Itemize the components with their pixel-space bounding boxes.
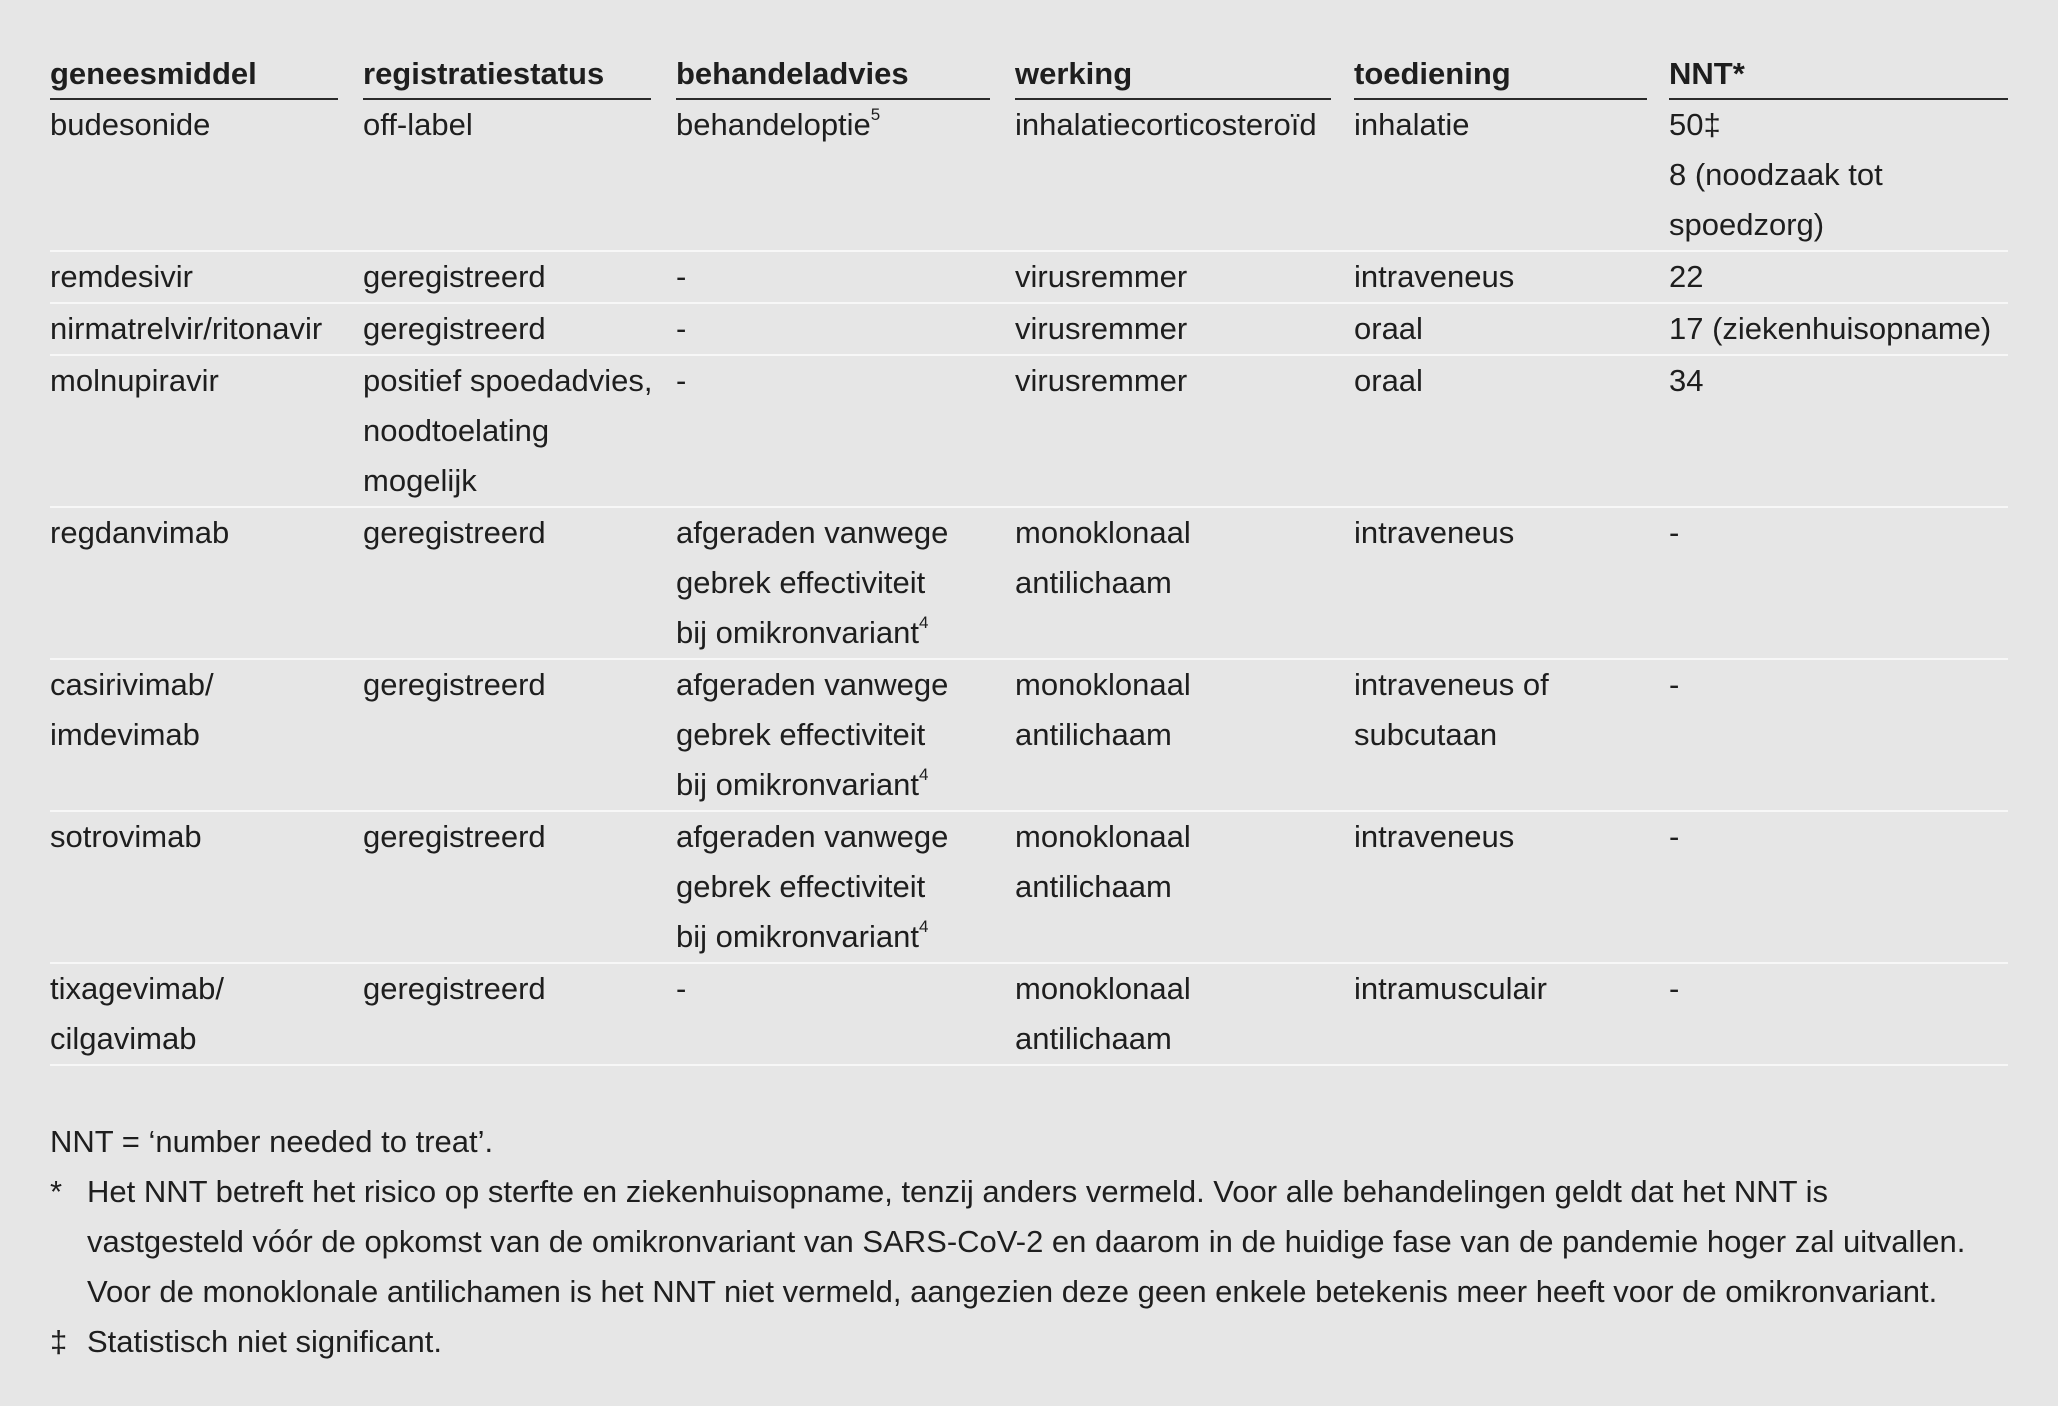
cell-geneesmiddel	[50, 356, 363, 508]
table-row	[50, 812, 2008, 964]
cell-geneesmiddel	[50, 304, 363, 356]
cell-werking	[1015, 812, 1354, 964]
cell-line: antilichaam	[1015, 717, 1172, 752]
cell-toediening	[1354, 252, 1669, 304]
cell-behandeladvies	[676, 304, 1015, 356]
cell-line: geregistreerd	[363, 819, 546, 854]
cell-behandeladvies	[676, 812, 1015, 964]
cell-line: inhalatiecorticosteroïd	[1015, 107, 1317, 142]
cell-line: virusremmer	[1015, 311, 1188, 346]
footnote-mark: *	[50, 1174, 63, 1209]
cell-line	[676, 508, 1015, 558]
cell-line: tixagevimab/	[50, 971, 225, 1006]
cell-registratiestatus	[363, 964, 676, 1066]
cell-registratiestatus	[363, 252, 676, 304]
cell-registratiestatus	[363, 100, 676, 252]
footnote-mark: ‡	[50, 1324, 68, 1359]
footnote-item	[50, 1167, 2008, 1317]
cell-line: oraal	[1354, 311, 1423, 346]
cell-line: oraal	[1354, 363, 1423, 398]
cell-registratiestatus	[363, 508, 676, 660]
cell-werking	[1015, 356, 1354, 508]
cell-toediening	[1354, 964, 1669, 1066]
cell-text: bij omikronvariant	[676, 767, 919, 802]
cell-line: geregistreerd	[363, 259, 546, 294]
cell-line: monoklonaal	[1015, 667, 1191, 702]
cell-text: bij omikronvariant	[676, 919, 919, 954]
cell-line	[676, 862, 1015, 912]
cell-nnt	[1669, 812, 2008, 964]
cell-geneesmiddel	[50, 964, 363, 1066]
footnote-line: Voor de monoklonale antilichamen is het NNT niet vermeld, aangezien deze geen enkele betekenis meer heeft voor de omikronvariant.	[87, 1274, 1938, 1309]
cell-behandeladvies	[676, 252, 1015, 304]
cell-line: sotrovimab	[50, 819, 202, 854]
cell-line: intraveneus	[1354, 515, 1515, 550]
cell-text: gebrek effectiviteit	[676, 717, 926, 752]
table-body	[50, 100, 2008, 1066]
cell-line	[676, 710, 1015, 760]
footnote-line: Het NNT betreft het risico op sterfte en ziekenhuisopname, tenzij anders vermeld. Voor alle behandelingen geldt dat het NNT is	[87, 1174, 1828, 1209]
cell-toediening	[1354, 508, 1669, 660]
cell-geneesmiddel	[50, 252, 363, 304]
footnote-text	[87, 1167, 2008, 1317]
cell-nnt	[1669, 356, 2008, 508]
cell-line	[676, 356, 1015, 406]
cell-text: afgeraden vanwege	[676, 515, 949, 550]
cell-line: subcutaan	[1354, 717, 1498, 752]
table-footnotes	[50, 1117, 2008, 1367]
table-row	[50, 100, 2008, 252]
cell-line: 17 (ziekenhuisopname)	[1669, 311, 1992, 346]
cell-werking	[1015, 252, 1354, 304]
footnote-line: Statistisch niet significant.	[87, 1324, 442, 1359]
column-header-nnt: NNT*	[1669, 50, 2008, 100]
cell-werking	[1015, 660, 1354, 812]
cell-nnt	[1669, 100, 2008, 252]
cell-line: intraveneus	[1354, 259, 1515, 294]
cell-registratiestatus	[363, 304, 676, 356]
column-header-toediening: toediening	[1354, 50, 1669, 100]
footnote-line: vastgesteld vóór de opkomst van de omikronvariant van SARS-CoV-2 en daarom in de huidige fase van de pandemie hoger zal uitvallen.	[87, 1224, 1966, 1259]
table-row	[50, 508, 2008, 660]
cell-text: bij omikronvariant	[676, 615, 919, 650]
cell-line: -	[1669, 515, 1680, 550]
cell-line: antilichaam	[1015, 565, 1172, 600]
reference-superscript: 4	[918, 764, 929, 784]
cell-line: positief spoedadvies,	[363, 363, 653, 398]
cell-text: -	[676, 311, 687, 346]
cell-text: afgeraden vanwege	[676, 819, 949, 854]
cell-line: 34	[1669, 363, 1704, 398]
cell-line: -	[1669, 819, 1680, 854]
column-header-behandeladvies: behandeladvies	[676, 50, 1015, 100]
cell-line	[676, 812, 1015, 862]
cell-geneesmiddel	[50, 660, 363, 812]
table-container	[50, 50, 2008, 1066]
cell-text: -	[676, 363, 687, 398]
cell-line: geregistreerd	[363, 515, 546, 550]
table-row	[50, 964, 2008, 1066]
cell-line: regdanvimab	[50, 515, 230, 550]
cell-line: -	[1669, 667, 1680, 702]
cell-registratiestatus	[363, 812, 676, 964]
cell-line	[676, 760, 1015, 810]
cell-line	[676, 252, 1015, 302]
cell-text: gebrek effectiviteit	[676, 565, 926, 600]
cell-werking	[1015, 304, 1354, 356]
footnote-list	[50, 1167, 2008, 1367]
cell-line	[676, 912, 1015, 962]
footnote-definition	[50, 1117, 2008, 1167]
cell-line: intramusculair	[1354, 971, 1547, 1006]
column-header-geneesmiddel: geneesmiddel	[50, 50, 363, 100]
cell-text: gebrek effectiviteit	[676, 869, 926, 904]
cell-line: inhalatie	[1354, 107, 1470, 142]
cell-line: virusremmer	[1015, 363, 1188, 398]
cell-toediening	[1354, 812, 1669, 964]
cell-line	[676, 964, 1015, 1014]
cell-toediening	[1354, 356, 1669, 508]
cell-text: afgeraden vanwege	[676, 667, 949, 702]
footnote-item	[50, 1317, 2008, 1367]
cell-geneesmiddel	[50, 812, 363, 964]
footnote-text	[87, 1317, 2008, 1367]
cell-behandeladvies	[676, 964, 1015, 1066]
cell-text: -	[676, 259, 687, 294]
cell-behandeladvies	[676, 660, 1015, 812]
cell-line: cilgavimab	[50, 1021, 197, 1056]
cell-line: -	[1669, 971, 1680, 1006]
cell-line	[676, 558, 1015, 608]
cell-werking	[1015, 508, 1354, 660]
cell-line: mogelijk	[363, 463, 477, 498]
cell-line: antilichaam	[1015, 1021, 1172, 1056]
cell-line: off-label	[363, 107, 473, 142]
cell-line: antilichaam	[1015, 869, 1172, 904]
table-row	[50, 304, 2008, 356]
cell-toediening	[1354, 100, 1669, 252]
cell-line: molnupiravir	[50, 363, 219, 398]
table-row	[50, 660, 2008, 812]
cell-line: 22	[1669, 259, 1704, 294]
cell-text: behandeloptie	[676, 107, 871, 142]
cell-line	[676, 304, 1015, 354]
table-row	[50, 252, 2008, 304]
cell-line: monoklonaal	[1015, 819, 1191, 854]
cell-line: casirivimab/	[50, 667, 214, 702]
cell-registratiestatus	[363, 660, 676, 812]
cell-line: intraveneus of	[1354, 667, 1549, 702]
table-row	[50, 356, 2008, 508]
cell-geneesmiddel	[50, 508, 363, 660]
cell-line	[676, 100, 1015, 150]
cell-line: remdesivir	[50, 259, 193, 294]
cell-behandeladvies	[676, 508, 1015, 660]
cell-line: geregistreerd	[363, 667, 546, 702]
reference-superscript: 5	[870, 104, 881, 124]
cell-nnt	[1669, 964, 2008, 1066]
cell-line: budesonide	[50, 107, 211, 142]
cell-line: imdevimab	[50, 717, 200, 752]
cell-line	[676, 660, 1015, 710]
cell-nnt	[1669, 508, 2008, 660]
cell-nnt	[1669, 252, 2008, 304]
column-header-werking: werking	[1015, 50, 1354, 100]
reference-superscript: 4	[918, 612, 929, 632]
cell-behandeladvies	[676, 100, 1015, 252]
cell-werking	[1015, 964, 1354, 1066]
cell-nnt	[1669, 660, 2008, 812]
cell-text: -	[676, 971, 687, 1006]
cell-line: monoklonaal	[1015, 971, 1191, 1006]
table-header-row	[50, 50, 2008, 100]
cell-line: spoedzorg)	[1669, 207, 1825, 242]
cell-line: intraveneus	[1354, 819, 1515, 854]
cell-nnt	[1669, 304, 2008, 356]
cell-line: 50‡	[1669, 107, 1721, 142]
column-header-registratiestatus: registratiestatus	[363, 50, 676, 100]
cell-line: nirmatrelvir/ritonavir	[50, 311, 323, 346]
cell-registratiestatus	[363, 356, 676, 508]
footnote-definition-text: NNT = ‘number needed to treat’.	[50, 1124, 494, 1159]
cell-werking	[1015, 100, 1354, 252]
cell-line: virusremmer	[1015, 259, 1188, 294]
cell-line	[676, 608, 1015, 658]
cell-line: geregistreerd	[363, 971, 546, 1006]
cell-line: geregistreerd	[363, 311, 546, 346]
cell-geneesmiddel	[50, 100, 363, 252]
cell-line: 8 (noodzaak tot	[1669, 157, 1883, 192]
cell-line: noodtoelating	[363, 413, 550, 448]
cell-behandeladvies	[676, 356, 1015, 508]
cell-toediening	[1354, 304, 1669, 356]
cell-toediening	[1354, 660, 1669, 812]
drug-table	[50, 50, 2008, 1066]
reference-superscript: 4	[918, 916, 929, 936]
cell-line: monoklonaal	[1015, 515, 1191, 550]
